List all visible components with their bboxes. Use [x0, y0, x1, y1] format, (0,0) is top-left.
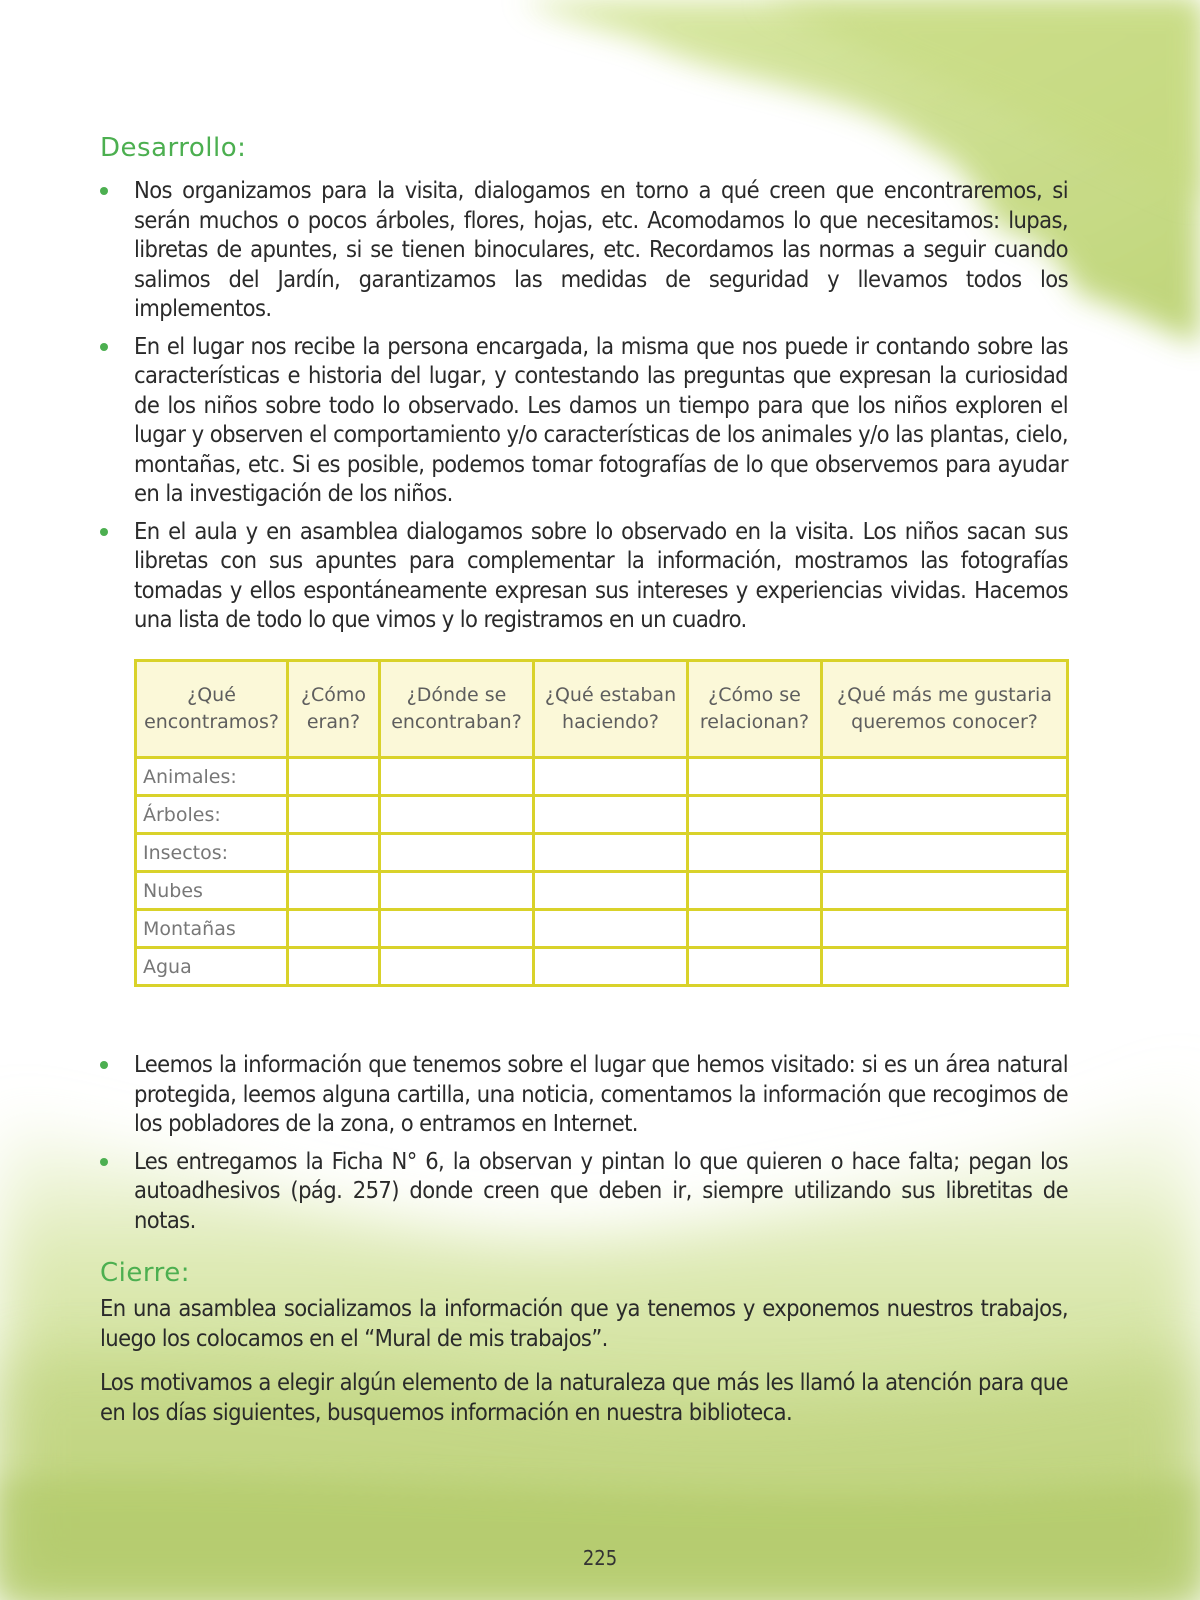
table-cell — [380, 872, 534, 910]
table-cell — [822, 834, 1068, 872]
bullet-dot-icon — [100, 1158, 108, 1166]
table-row — [136, 758, 1068, 796]
list-item — [100, 176, 1068, 324]
list-item-text: En el aula y en asamblea dialogamos sobre lo observado en la visita. Los niños sacan sus libretas con sus apuntes para complementar la información, mostramos las fotografías tomadas y ellos espontáneamente expresan sus intereses y experiencias vividas. Hacemos una lista de todo lo que vimos y lo registramos en un cuadro. — [134, 516, 1068, 633]
table-header-cell: ¿Cómo eran? — [288, 661, 380, 758]
table-cell — [688, 834, 822, 872]
table-row — [136, 872, 1068, 910]
table-row — [136, 796, 1068, 834]
cierre-paragraph: Los motivamos a elegir algún elemento de la naturaleza que más les llamó la atención para que en los días siguientes, busquemos información en nuestra biblioteca. — [100, 1368, 1068, 1426]
table-cell — [288, 910, 380, 948]
table-cell — [688, 910, 822, 948]
list-item — [100, 517, 1068, 635]
table-header-cell: ¿Qué más me gustaria queremos conocer? — [822, 661, 1068, 758]
list-item-text: Les entregamos la Ficha N° 6, la observan y pintan lo que quieren o hace falta; pegan los autoadhesivos (pág. 257) donde creen que deben ir, siempre utilizando sus libretitas de notas. — [134, 1146, 1068, 1234]
section-title-desarrollo: Desarrollo: — [100, 133, 247, 163]
page-number: 225 — [582, 1546, 618, 1570]
list-item-text: En el lugar nos recibe la persona encargada, la misma que nos puede ir contando sobre las características e historia del lugar, y contestando las preguntas que expresan la curiosidad de los niños sobre todo lo observado. Les damos un tiempo para que los niños exploren el lugar y observen el comportamiento y/o características de los animales y/o las plantas, cielo, montañas, etc. Si es posible, podemos tomar fotografías de lo que observemos para ayudar en la investigación de los niños. — [134, 331, 1068, 507]
table-cell — [822, 910, 1068, 948]
table-cell — [688, 758, 822, 796]
table-header-cell: ¿Dónde se encontraban? — [380, 661, 534, 758]
bullet-dot-icon — [100, 343, 108, 351]
table-cell — [534, 834, 688, 872]
table-cell — [288, 758, 380, 796]
bullet-dot-icon — [100, 1061, 108, 1069]
table-cell — [288, 796, 380, 834]
observation-table — [134, 659, 1069, 987]
table-header-row — [136, 661, 1068, 758]
table-cell — [288, 948, 380, 986]
table-cell — [822, 872, 1068, 910]
table-row — [136, 834, 1068, 872]
table-row — [136, 910, 1068, 948]
table-header-cell: ¿Cómo se relacionan? — [688, 661, 822, 758]
table-cell — [822, 796, 1068, 834]
table-cell — [534, 758, 688, 796]
row-label: Agua — [136, 948, 288, 986]
row-label: Animales: — [136, 758, 288, 796]
row-label: Nubes — [136, 872, 288, 910]
table-cell — [688, 796, 822, 834]
table-cell — [822, 948, 1068, 986]
table-cell — [380, 834, 534, 872]
table-cell — [688, 948, 822, 986]
table-header-cell: ¿Qué encontramos? — [136, 661, 288, 758]
table-row — [136, 948, 1068, 986]
table-cell — [380, 796, 534, 834]
row-label: Árboles: — [136, 796, 288, 834]
list-item — [100, 1050, 1068, 1139]
bullet-dot-icon — [100, 187, 108, 195]
row-label: Montañas — [136, 910, 288, 948]
observation-table-wrapper — [134, 659, 1066, 987]
list-item-text: Nos organizamos para la visita, dialogamos en torno a qué creen que encontraremos, si serán muchos o pocos árboles, flores, hojas, etc. Acomodamos lo que necesitamos: lupas, libretas de apuntes, si se tienen binoculares, etc. Recordamos las normas a seguir cuando salimos del Jardín, garantizamos las medidas de seguridad y llevamos todos los implementos. — [134, 176, 1068, 322]
table-cell — [380, 910, 534, 948]
table-header-cell: ¿Qué estaban haciendo? — [534, 661, 688, 758]
list-item — [100, 332, 1068, 509]
list-item-text: Leemos la información que tenemos sobre el lugar que hemos visitado: si es un área natural protegida, leemos alguna cartilla, una noticia, comentamos la información que recogimos de los pobladores de la zona, o entramos en Internet. — [134, 1050, 1068, 1137]
bullet-list-followup — [100, 1050, 1068, 1243]
table-cell — [534, 948, 688, 986]
table-cell — [534, 796, 688, 834]
table-cell — [688, 872, 822, 910]
table-cell — [534, 910, 688, 948]
bullet-dot-icon — [100, 528, 108, 536]
table-cell — [288, 872, 380, 910]
row-label: Insectos: — [136, 834, 288, 872]
section-title-cierre: Cierre: — [100, 1258, 190, 1288]
bullet-list-desarrollo — [100, 176, 1068, 643]
list-item — [100, 1147, 1068, 1236]
table-cell — [380, 948, 534, 986]
table-cell — [288, 834, 380, 872]
table-cell — [822, 758, 1068, 796]
table-cell — [534, 872, 688, 910]
table-cell — [380, 758, 534, 796]
cierre-paragraph: En una asamblea socializamos la información que ya tenemos y exponemos nuestros trabajos, luego los colocamos en el “Mural de mis trabajos”. — [100, 1294, 1068, 1352]
